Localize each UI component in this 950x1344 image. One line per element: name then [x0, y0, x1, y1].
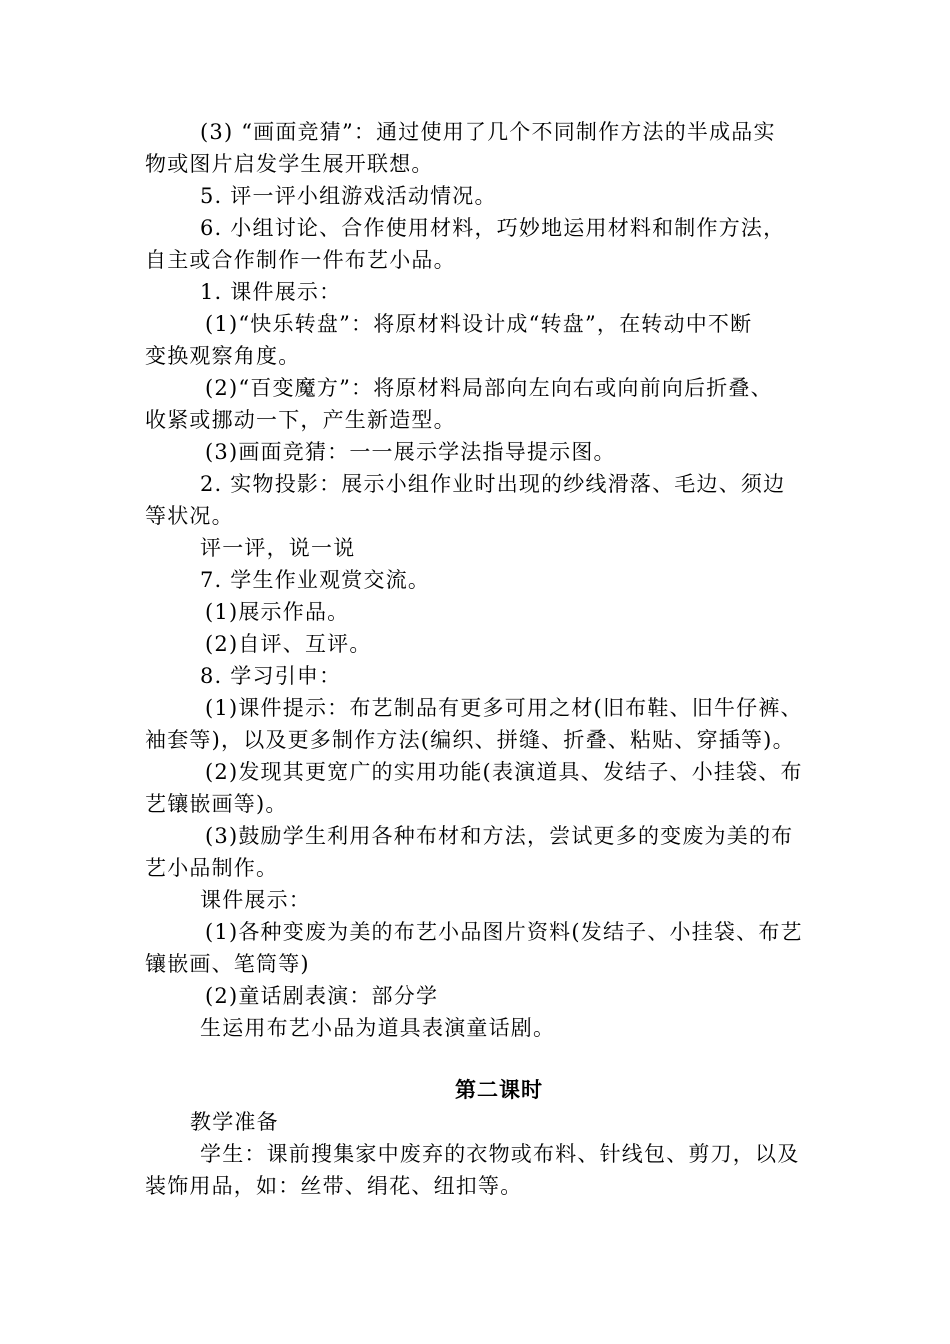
paragraph-line: 生运用布艺小品为道具表演童话剧。: [200, 1016, 556, 1040]
section-heading: 第二课时: [455, 1077, 543, 1102]
paragraph-line: 物或图片启发学生展开联想。: [145, 152, 434, 176]
paragraph-line: (1)各种变废为美的布艺小品图片资料(发结子、小挂袋、布艺: [205, 920, 803, 944]
paragraph-line: (2)“百变魔方”：将原材料局部向左向右或向前向后折叠、: [205, 376, 773, 400]
paragraph-line: (2)自评、互评。: [205, 632, 372, 656]
paragraph-line: 自主或合作制作一件布艺小品。: [145, 248, 456, 272]
paragraph-line: 变换观察角度。: [145, 344, 301, 368]
paragraph-line: 收紧或挪动一下，产生新造型。: [145, 408, 456, 432]
paragraph-line: (3) “画面竞猜”：通过使用了几个不同制作方法的半成品实: [200, 120, 776, 144]
paragraph-line: (3)画面竞猜：一一展示学法指导提示图。: [205, 440, 616, 464]
paragraph-line: (2)发现其更宽广的实用功能(表演道具、发结子、小挂袋、布: [205, 760, 803, 784]
paragraph-line: 袖套等)，以及更多制作方法(编织、拼缝、折叠、粘贴、穿插等)。: [145, 728, 795, 752]
paragraph-line: 1. 课件展示：: [200, 280, 342, 304]
paragraph-line: 镶嵌画、笔筒等): [145, 952, 310, 976]
paragraph-line: 8. 学习引申：: [200, 664, 342, 688]
paragraph-line: (3)鼓励学生利用各种布材和方法，尝试更多的变废为美的布: [205, 824, 794, 848]
paragraph-line: (1)“快乐转盘”：将原材料设计成“转盘”，在转动中不断: [205, 312, 753, 336]
paragraph-line: (1)课件提示：布艺制品有更多可用之材(旧布鞋、旧牛仔裤、: [205, 696, 803, 720]
paragraph-line: 等状况。: [145, 504, 234, 528]
paragraph-line: (2)童话剧表演：部分学: [205, 984, 439, 1008]
paragraph-line: 教学准备: [190, 1110, 279, 1134]
paragraph-line: 5. 评一评小组游戏活动情况。: [200, 184, 497, 208]
paragraph-line: 学生：课前搜集家中废弃的衣物或布料、针线包、剪刀，以及: [200, 1142, 800, 1166]
paragraph-line: (1)展示作品。: [205, 600, 350, 624]
paragraph-line: 装饰用品，如：丝带、绢花、纽扣等。: [145, 1174, 523, 1198]
paragraph-line: 课件展示：: [200, 888, 311, 912]
paragraph-line: 6. 小组讨论、合作使用材料，巧妙地运用材料和制作方法，: [200, 216, 786, 240]
paragraph-line: 评一评，说一说: [200, 536, 356, 560]
paragraph-line: 7. 学生作业观赏交流。: [200, 568, 431, 592]
paragraph-line: 艺小品制作。: [145, 856, 279, 880]
paragraph-line: 艺镶嵌画等)。: [145, 792, 288, 816]
paragraph-line: 2. 实物投影：展示小组作业时出现的纱线滑落、毛边、须边: [200, 472, 786, 496]
